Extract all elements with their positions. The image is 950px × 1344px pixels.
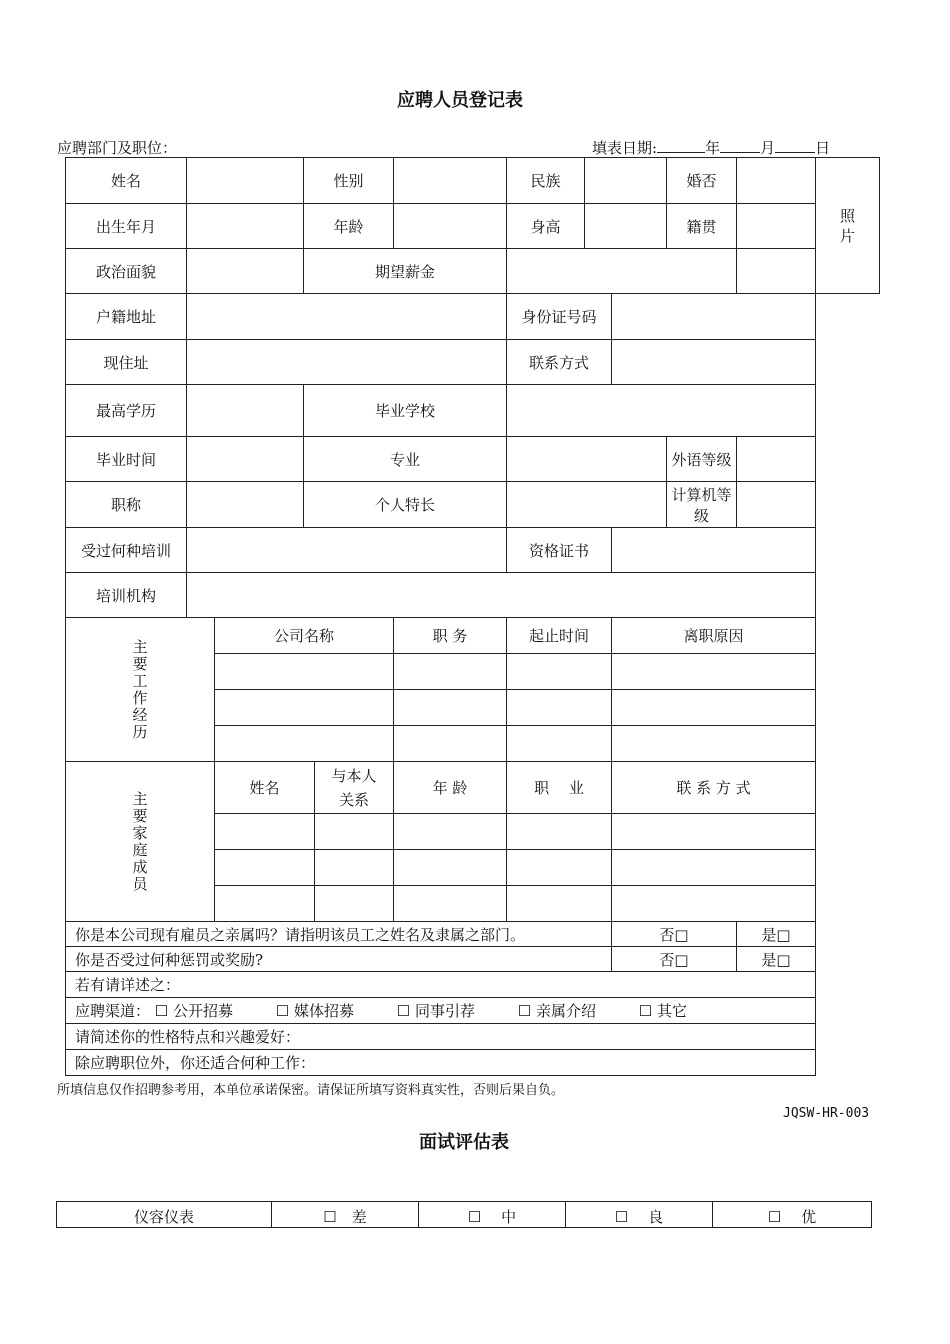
details-prompt[interactable]: 若有请详述之： — [66, 972, 816, 998]
name-field[interactable] — [187, 158, 304, 204]
family-age-cell[interactable] — [394, 886, 507, 922]
marital-field[interactable] — [737, 158, 816, 204]
family-relation-cell[interactable] — [315, 886, 394, 922]
registration-table — [65, 157, 880, 1076]
training-field[interactable] — [187, 528, 507, 573]
age-field[interactable] — [394, 204, 507, 249]
specialty-label: 个人特长 — [304, 482, 507, 528]
marital-label: 婚否 — [667, 158, 737, 204]
title-rank-field[interactable] — [187, 482, 304, 528]
family-section-label: 主要家庭成员 — [132, 789, 148, 893]
day-label: 日 — [815, 139, 831, 157]
work-reason-header: 离职原因 — [612, 618, 816, 654]
family-job-cell[interactable] — [507, 814, 612, 850]
fill-date-label: 填表日期: — [592, 139, 658, 157]
family-relation-header — [315, 762, 394, 814]
current-addr-label: 现住址 — [66, 340, 187, 385]
major-label: 专业 — [304, 437, 507, 482]
id-number-field[interactable] — [612, 294, 816, 340]
family-job-header: 职 业 — [507, 762, 612, 814]
family-relation-text: 与本人关系 — [331, 766, 377, 809]
channel-referral-checkbox[interactable]: ☐ 同事引荐 — [396, 1002, 476, 1020]
work-period-cell[interactable] — [507, 690, 612, 726]
family-section — [66, 762, 215, 922]
family-job-cell[interactable] — [507, 850, 612, 886]
salary-field[interactable] — [507, 249, 737, 294]
name-label: 姓名 — [66, 158, 187, 204]
punish-no-checkbox[interactable]: 否□ — [612, 947, 737, 972]
rating-average-checkbox[interactable]: ☐ 中 — [419, 1202, 566, 1228]
family-relation-cell[interactable] — [315, 814, 394, 850]
work-period-header: 起止时间 — [507, 618, 612, 654]
major-field[interactable] — [507, 437, 667, 482]
relative-question: 你是本公司现有雇员之亲属吗？请指明该员工之姓名及隶属之部门。 — [66, 922, 612, 947]
training-org-field[interactable] — [187, 573, 816, 618]
family-name-cell[interactable] — [215, 850, 315, 886]
personality-prompt[interactable]: 请简述你的性格特点和兴趣爱好： — [66, 1024, 816, 1050]
form-code: JQSW-HR-003 — [783, 1106, 870, 1121]
photo-box[interactable] — [816, 158, 880, 294]
work-position-cell[interactable] — [394, 726, 507, 762]
work-reason-cell[interactable] — [612, 654, 816, 690]
school-label: 毕业学校 — [304, 385, 507, 437]
photo-label: 照片 — [839, 206, 855, 245]
family-age-cell[interactable] — [394, 814, 507, 850]
height-field[interactable] — [585, 204, 667, 249]
channel-label: 应聘渠道： — [75, 1002, 151, 1020]
work-company-cell[interactable] — [215, 654, 394, 690]
channel-media-checkbox[interactable]: ☐ 媒体招募 — [275, 1002, 355, 1020]
family-contact-cell[interactable] — [612, 850, 816, 886]
gender-field[interactable] — [394, 158, 507, 204]
contact-label: 联系方式 — [507, 340, 612, 385]
rating-excellent-checkbox[interactable]: ☐ 优 — [713, 1202, 872, 1228]
eval-title: 面试评估表 — [419, 1132, 509, 1153]
education-label: 最高学历 — [66, 385, 187, 437]
political-field[interactable] — [187, 249, 304, 294]
channel-row — [66, 998, 816, 1024]
salary-label: 期望薪金 — [304, 249, 507, 294]
family-name-cell[interactable] — [215, 814, 315, 850]
work-company-cell[interactable] — [215, 726, 394, 762]
age-label: 年龄 — [304, 204, 394, 249]
training-label: 受过何种培训 — [66, 528, 187, 573]
language-level-label: 外语等级 — [667, 437, 737, 482]
work-position-cell[interactable] — [394, 654, 507, 690]
family-age-header: 年 龄 — [394, 762, 507, 814]
work-period-cell[interactable] — [507, 726, 612, 762]
computer-level-field[interactable] — [737, 482, 816, 528]
ethnicity-label: 民族 — [507, 158, 585, 204]
rating-good-checkbox[interactable]: ☐ 良 — [566, 1202, 713, 1228]
month-blank[interactable] — [720, 138, 760, 153]
work-section-label: 主要工作经历 — [132, 637, 148, 741]
family-relation-cell[interactable] — [315, 850, 394, 886]
work-reason-cell[interactable] — [612, 726, 816, 762]
work-company-cell[interactable] — [215, 690, 394, 726]
household-addr-field[interactable] — [187, 294, 507, 340]
channel-other-checkbox[interactable]: ☐ 其它 — [638, 1002, 688, 1020]
footnote: 所填信息仅作招聘参考用，本单位承诺保密。请保证所填写资料真实性，否则后果自负。 — [57, 1083, 565, 1098]
other-jobs-prompt[interactable]: 除应聘职位外，你还适合何种工作： — [66, 1050, 816, 1076]
appearance-label: 仪容仪表 — [57, 1202, 272, 1228]
relative-no-checkbox[interactable]: 否□ — [612, 922, 737, 947]
channel-relative-checkbox[interactable]: ☐ 亲属介绍 — [517, 1002, 597, 1020]
household-addr-label: 户籍地址 — [66, 294, 187, 340]
grad-time-field[interactable] — [187, 437, 304, 482]
school-field[interactable] — [507, 385, 816, 437]
height-label: 身高 — [507, 204, 585, 249]
work-position-cell[interactable] — [394, 690, 507, 726]
training-org-label: 培训机构 — [66, 573, 187, 618]
native-place-label: 籍贯 — [667, 204, 737, 249]
fill-date — [592, 137, 830, 158]
year-label: 年 — [705, 139, 721, 157]
family-contact-header: 联 系 方 式 — [612, 762, 816, 814]
contact-field[interactable] — [612, 340, 816, 385]
work-period-cell[interactable] — [507, 654, 612, 690]
title-rank-label: 职称 — [66, 482, 187, 528]
native-place-field[interactable] — [737, 204, 816, 249]
birth-label: 出生年月 — [66, 204, 187, 249]
work-reason-cell[interactable] — [612, 690, 816, 726]
ethnicity-field[interactable] — [585, 158, 667, 204]
birth-field[interactable] — [187, 204, 304, 249]
relative-yes-checkbox[interactable]: 是□ — [737, 922, 816, 947]
education-field[interactable] — [187, 385, 304, 437]
certificate-field[interactable] — [612, 528, 816, 573]
gender-label: 性别 — [304, 158, 394, 204]
specialty-field[interactable] — [507, 482, 667, 528]
work-position-header: 职 务 — [394, 618, 507, 654]
punish-question: 你是否受过何种惩罚或奖励? — [66, 947, 612, 972]
family-job-cell[interactable] — [507, 886, 612, 922]
id-number-label: 身份证号码 — [507, 294, 612, 340]
certificate-label: 资格证书 — [507, 528, 612, 573]
language-level-field[interactable] — [737, 437, 816, 482]
day-blank[interactable] — [775, 138, 815, 153]
computer-level-label: 计算机等级 — [667, 482, 737, 528]
form-title: 应聘人员登记表 — [397, 90, 523, 111]
punish-yes-checkbox[interactable]: 是□ — [737, 947, 816, 972]
family-contact-cell[interactable] — [612, 814, 816, 850]
family-age-cell[interactable] — [394, 850, 507, 886]
work-section — [66, 618, 215, 762]
family-contact-cell[interactable] — [612, 886, 816, 922]
political-label: 政治面貌 — [66, 249, 187, 294]
rating-poor-checkbox[interactable]: ☐ 差 — [272, 1202, 419, 1228]
current-addr-field[interactable] — [187, 340, 507, 385]
dept-position-label: 应聘部门及职位： — [57, 139, 178, 157]
channel-public-checkbox[interactable]: ☐ 公开招募 — [154, 1002, 234, 1020]
work-company-header: 公司名称 — [215, 618, 394, 654]
family-name-header: 姓名 — [215, 762, 315, 814]
eval-table — [56, 1201, 872, 1228]
year-blank[interactable] — [657, 138, 705, 153]
month-label: 月 — [760, 139, 776, 157]
grad-time-label: 毕业时间 — [66, 437, 187, 482]
family-name-cell[interactable] — [215, 886, 315, 922]
